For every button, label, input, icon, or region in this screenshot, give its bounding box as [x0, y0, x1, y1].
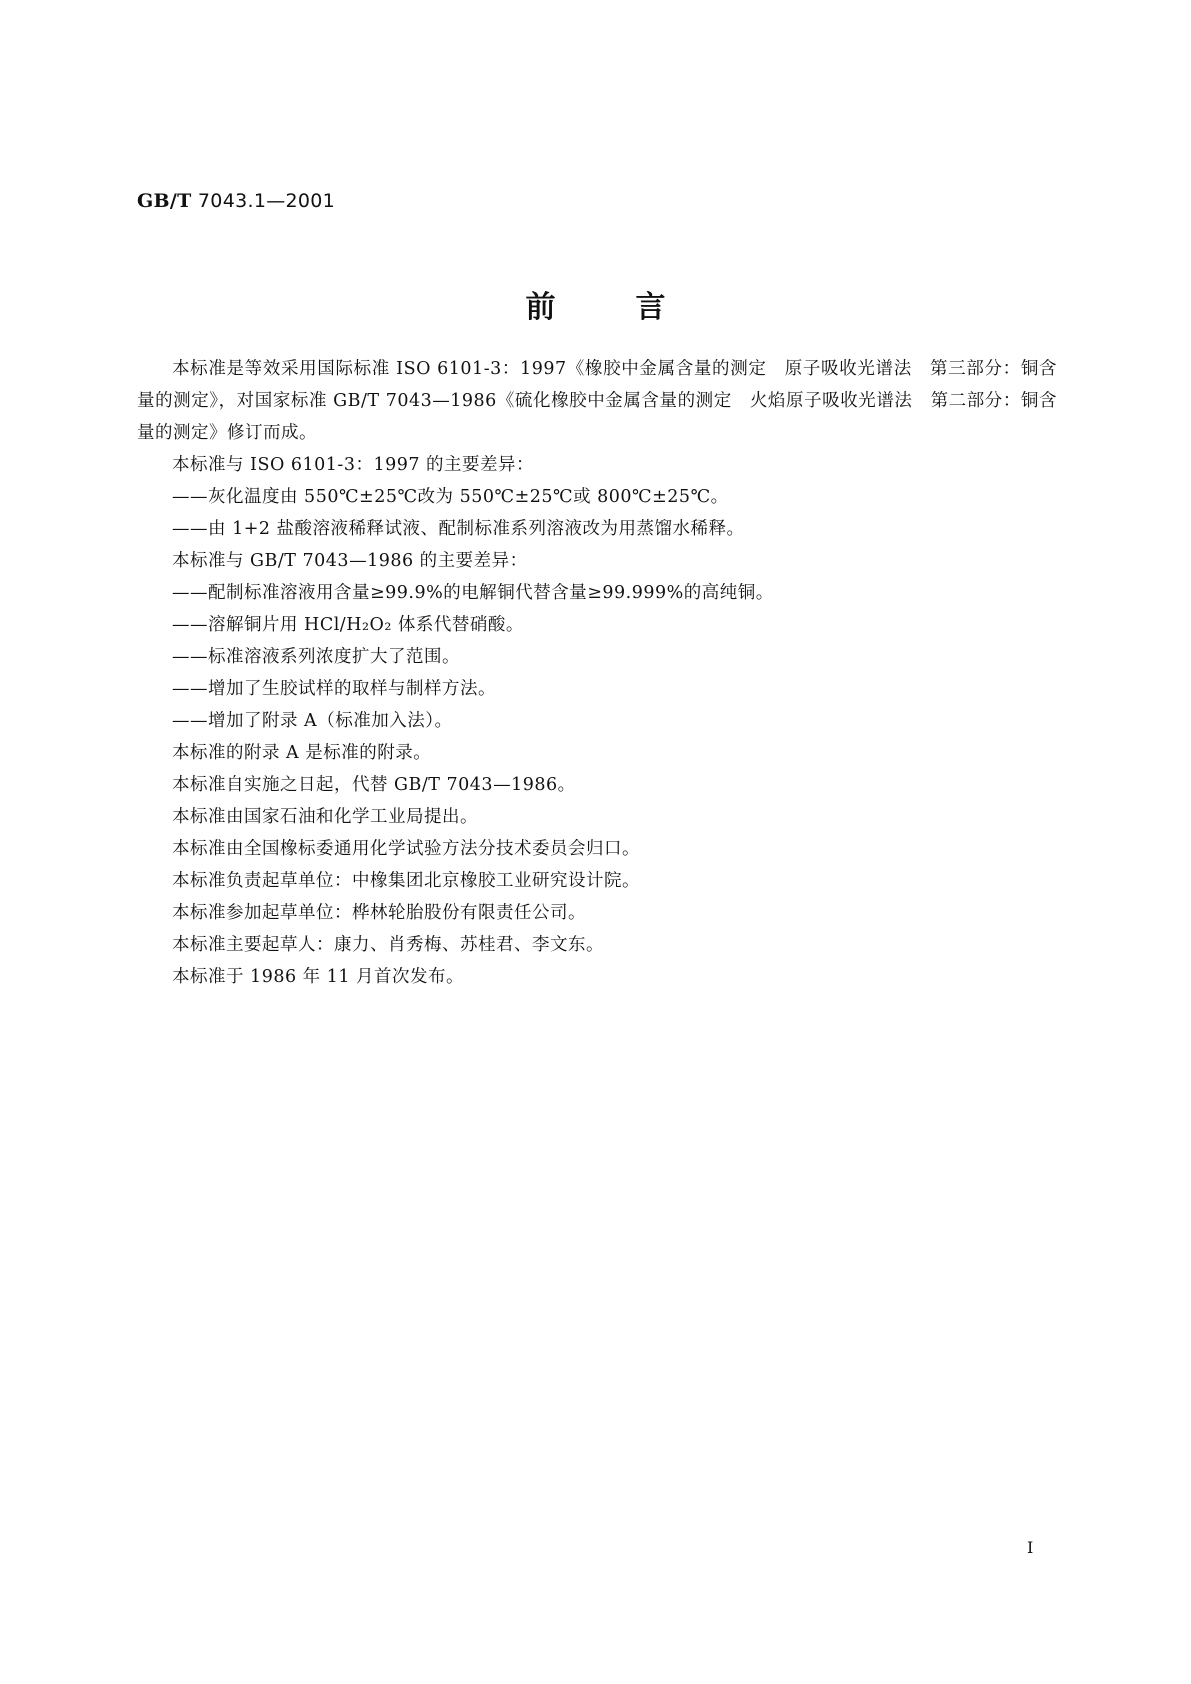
- page-title: 前言: [525, 290, 746, 325]
- list-item: ——配制标准溶液用含量≥99.9%的电解铜代替含量≥99.999%的高纯铜。: [172, 583, 774, 603]
- standard-prefix: GB/T: [137, 190, 192, 212]
- paragraph-iso-differences-heading: 本标准与 ISO 6101-3：1997 的主要差异：: [172, 455, 535, 475]
- paragraph-scope: 本标准是等效采用国际标准 ISO 6101-3：1997《橡胶中金属含量的测定 原子吸收光谱法 第三部分：铜含量的测定》，对国家标准 GB/T 7043—1986《硫化橡胶中金属含量的测定 火焰原子吸收光谱法 第二部分：铜含量的测定》修订而成。: [137, 359, 1057, 443]
- foreword-body: [137, 353, 1057, 993]
- paragraph-appendix: 本标准的附录 A 是标准的附录。: [172, 743, 432, 763]
- paragraph-gb-differences-heading: 本标准与 GB/T 7043—1986 的主要差异：: [172, 551, 528, 571]
- paragraph-main-drafters: 本标准主要起草人：康力、肖秀梅、苏桂君、李文东。: [172, 935, 604, 955]
- page-number: I: [1027, 1538, 1034, 1557]
- list-item: ——增加了生胶试样的取样与制样方法。: [172, 679, 496, 699]
- paragraph-committee: 本标准由全国橡标委通用化学试验方法分技术委员会归口。: [172, 839, 640, 859]
- list-item: ——溶解铜片用 HCl/H₂O₂ 体系代替硝酸。: [172, 615, 524, 635]
- list-item: ——灰化温度由 550℃±25℃改为 550℃±25℃或 800℃±25℃。: [172, 487, 729, 507]
- list-item: ——增加了附录 A（标准加入法）。: [172, 711, 453, 731]
- standard-number: 7043.1—2001: [197, 190, 336, 212]
- standard-code-header: [137, 190, 335, 212]
- list-item: ——标准溶液系列浓度扩大了范围。: [172, 647, 460, 667]
- paragraph-proposer: 本标准由国家石油和化学工业局提出。: [172, 807, 478, 827]
- paragraph-replacement: 本标准自实施之日起，代替 GB/T 7043—1986。: [172, 775, 576, 795]
- list-item: ——由 1+2 盐酸溶液稀释试液、配制标准系列溶液改为用蒸馏水稀释。: [172, 519, 745, 539]
- paragraph-participating-drafter: 本标准参加起草单位：桦林轮胎股份有限责任公司。: [172, 903, 586, 923]
- paragraph-responsible-drafter: 本标准负责起草单位：中橡集团北京橡胶工业研究设计院。: [172, 871, 640, 891]
- paragraph-first-release: 本标准于 1986 年 11 月首次发布。: [172, 967, 465, 987]
